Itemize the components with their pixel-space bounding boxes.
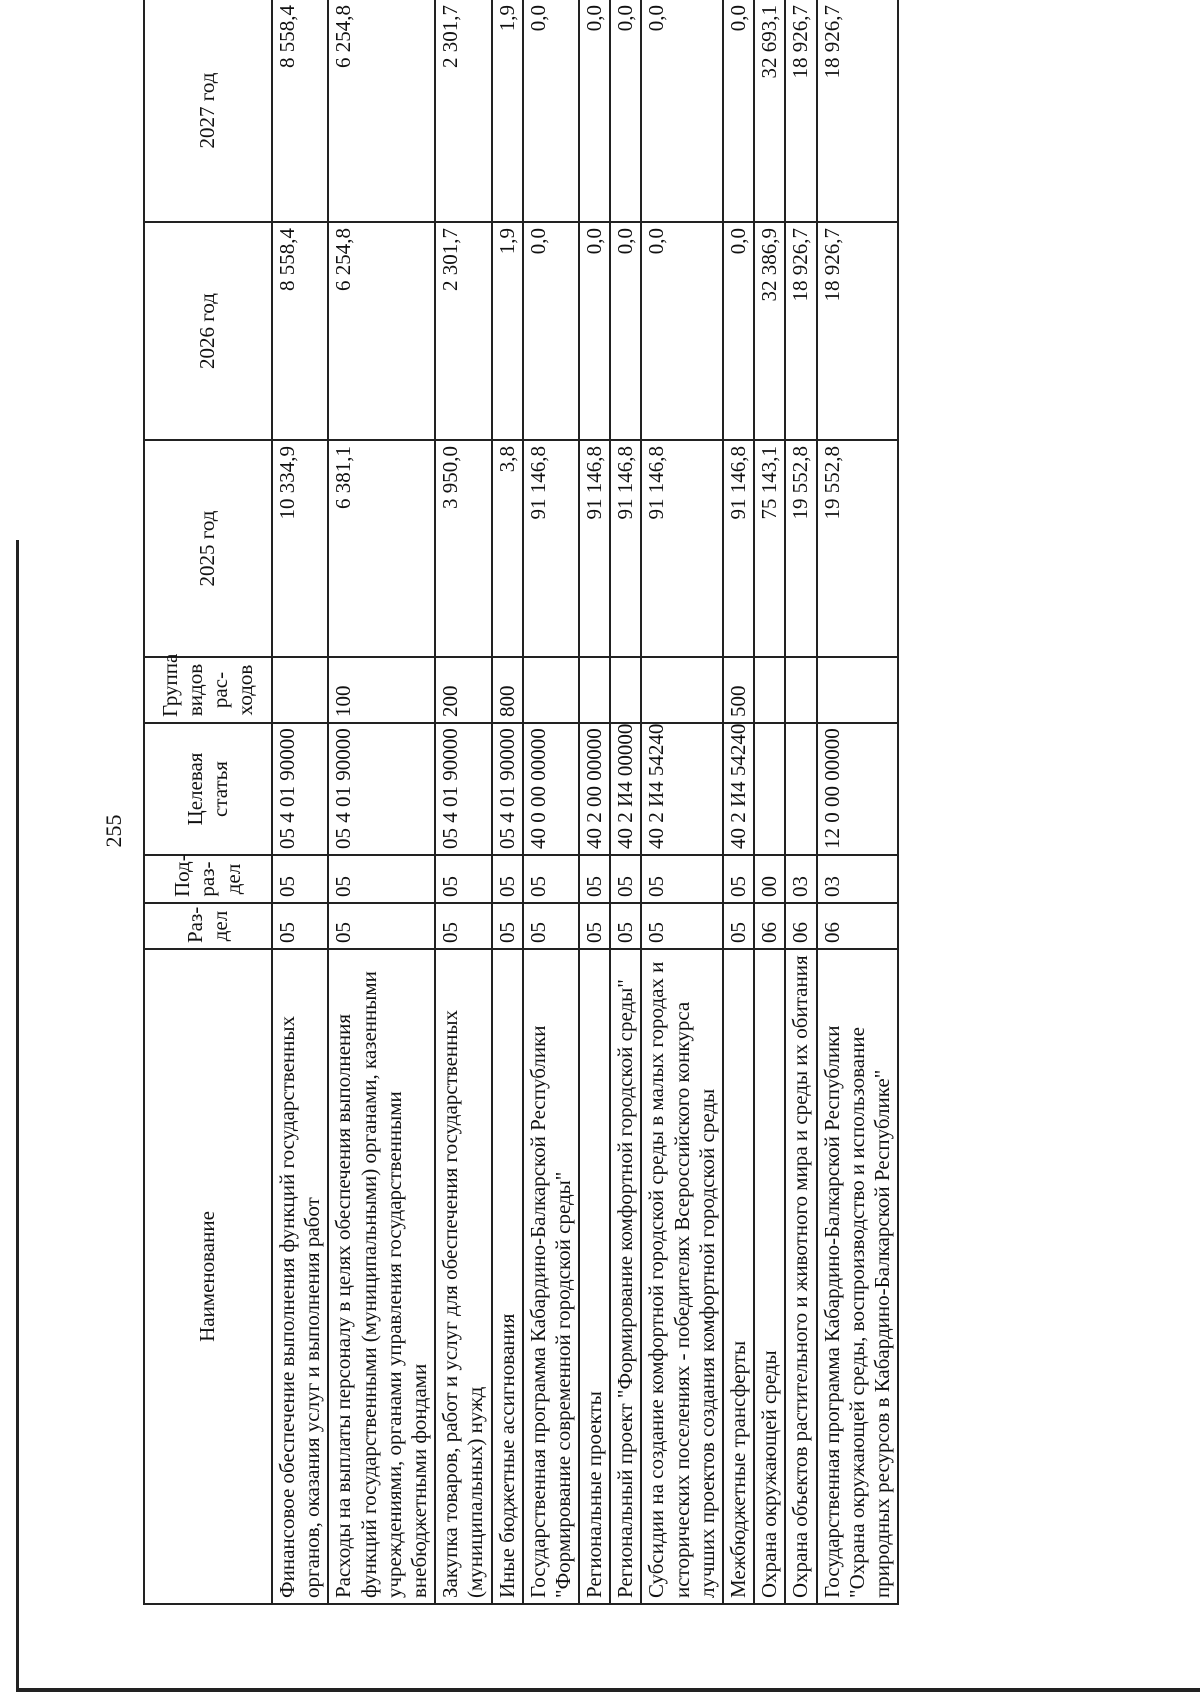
cell-target-article: 05 4 01 90000 (328, 723, 435, 855)
table-row (328, 0, 435, 1604)
cell-2027: 0,0 (641, 0, 723, 222)
cell-target-article: 12 0 00 00000 (817, 723, 899, 855)
cell-name: Финансовое обеспечение выполнения функций государственных органов, оказания услуг и выполнения работ (272, 949, 328, 1604)
cell-expense-group (579, 657, 610, 723)
cell-2026: 1,9 (492, 222, 523, 440)
header-expense-group: Группа видов рас-ходов (144, 657, 272, 723)
cell-2026: 18 926,7 (817, 222, 899, 440)
cell-2027: 0,0 (610, 0, 641, 222)
cell-2026: 18 926,7 (785, 222, 816, 440)
cell-2027: 8 558,4 (272, 0, 328, 222)
cell-target-article: 40 2 00 00000 (579, 723, 610, 855)
table-row (435, 0, 491, 1604)
header-row (144, 0, 272, 1604)
cell-2025: 91 146,8 (579, 440, 610, 657)
cell-expense-group: 500 (723, 657, 754, 723)
table-row (272, 0, 328, 1604)
cell-2025: 91 146,8 (523, 440, 579, 657)
cell-section: 06 (754, 903, 785, 949)
cell-2027: 1,9 (492, 0, 523, 222)
cell-subsection: 03 (817, 855, 899, 903)
page-number: 255 (101, 814, 126, 848)
cell-2026: 0,0 (723, 222, 754, 440)
header-2026: 2026 год (144, 222, 272, 440)
cell-2026: 0,0 (579, 222, 610, 440)
cell-expense-group: 200 (435, 657, 491, 723)
cell-target-article: 40 2 И4 54240 (723, 723, 754, 855)
cell-subsection: 03 (785, 855, 816, 903)
cell-subsection: 05 (492, 855, 523, 903)
cell-2027: 18 926,7 (785, 0, 816, 222)
cell-subsection: 05 (610, 855, 641, 903)
table-row (579, 0, 610, 1604)
cell-expense-group (754, 657, 785, 723)
cell-target-article: 05 4 01 90000 (435, 723, 491, 855)
table-row (754, 0, 785, 1604)
cell-2025: 6 381,1 (328, 440, 435, 657)
header-subsection: Под-раз-дел (144, 855, 272, 903)
cell-name: Расходы на выплаты персоналу в целях обеспечения выполнения функций государственными (муниципальными) органами, казенными учреждениями, органами управления государственными внебюджетными фондами (328, 949, 435, 1604)
cell-target-article: 05 4 01 90000 (492, 723, 523, 855)
cell-name: Государственная программа Кабардино-Балкарской Республики "Охрана окружающей среды, воспроизводство и использование природных ресурсов в Кабардино-Балкарской Республике" (817, 949, 899, 1604)
cell-section: 05 (723, 903, 754, 949)
cell-name: Региональный проект "Формирование комфортной городской среды" (610, 949, 641, 1604)
cell-expense-group: 800 (492, 657, 523, 723)
cell-name: Межбюджетные трансферты (723, 949, 754, 1604)
cell-section: 05 (641, 903, 723, 949)
cell-subsection: 05 (328, 855, 435, 903)
cell-expense-group: 100 (328, 657, 435, 723)
cell-2026: 0,0 (641, 222, 723, 440)
cell-2027: 32 693,1 (754, 0, 785, 222)
cell-2025: 91 146,8 (610, 440, 641, 657)
cell-name: Охрана окружающей среды (754, 949, 785, 1604)
cell-2027: 6 254,8 (328, 0, 435, 222)
header-2027: 2027 год (144, 0, 272, 222)
cell-name: Охрана объектов растительного и животного мира и среды их обитания (785, 949, 816, 1604)
cell-name: Иные бюджетные ассигнования (492, 949, 523, 1604)
cell-target-article: 40 2 И4 00000 (610, 723, 641, 855)
scan-left-border (16, 540, 19, 1690)
table-row (723, 0, 754, 1604)
budget-table (143, 0, 899, 1605)
cell-subsection: 05 (641, 855, 723, 903)
table-row (641, 0, 723, 1604)
cell-2027: 18 926,7 (817, 0, 899, 222)
cell-expense-group (610, 657, 641, 723)
cell-name: Закупка товаров, работ и услуг для обеспечения государственных (муниципальных) нужд (435, 949, 491, 1604)
cell-2026: 8 558,4 (272, 222, 328, 440)
cell-section: 05 (272, 903, 328, 949)
table-row (785, 0, 816, 1604)
cell-subsection: 05 (435, 855, 491, 903)
cell-name: Государственная программа Кабардино-Балкарской Республики "Формирование современной городской среды" (523, 949, 579, 1604)
cell-2025: 75 143,1 (754, 440, 785, 657)
cell-name: Региональные проекты (579, 949, 610, 1604)
cell-subsection: 05 (523, 855, 579, 903)
cell-expense-group (523, 657, 579, 723)
cell-name: Субсидии на создание комфортной городской среды в малых городах и исторических поселениях - победителях Всероссийского конкурса лучших проектов создания комфортной городской среды (641, 949, 723, 1604)
cell-section: 05 (579, 903, 610, 949)
header-name: Наименование (144, 949, 272, 1604)
cell-subsection: 05 (723, 855, 754, 903)
table-body (272, 0, 898, 1604)
cell-expense-group (785, 657, 816, 723)
cell-subsection: 05 (579, 855, 610, 903)
header-2025: 2025 год (144, 440, 272, 657)
cell-2026: 0,0 (610, 222, 641, 440)
cell-subsection: 05 (272, 855, 328, 903)
cell-2025: 3 950,0 (435, 440, 491, 657)
cell-section: 06 (817, 903, 899, 949)
cell-2027: 2 301,7 (435, 0, 491, 222)
cell-section: 05 (610, 903, 641, 949)
cell-section: 05 (492, 903, 523, 949)
header-target-article: Целевая статья (144, 723, 272, 855)
cell-section: 06 (785, 903, 816, 949)
cell-2025: 91 146,8 (723, 440, 754, 657)
cell-2025: 3,8 (492, 440, 523, 657)
table-row (523, 0, 579, 1604)
cell-2025: 10 334,9 (272, 440, 328, 657)
cell-2027: 0,0 (523, 0, 579, 222)
cell-section: 05 (328, 903, 435, 949)
cell-section: 05 (435, 903, 491, 949)
cell-expense-group (817, 657, 899, 723)
table-row (817, 0, 899, 1604)
scan-bottom-border (16, 1688, 1200, 1692)
cell-2026: 0,0 (523, 222, 579, 440)
table-row (492, 0, 523, 1604)
cell-target-article (785, 723, 816, 855)
cell-target-article: 05 4 01 90000 (272, 723, 328, 855)
cell-expense-group (641, 657, 723, 723)
cell-2026: 2 301,7 (435, 222, 491, 440)
rotated-table-container (143, 0, 1171, 1605)
cell-2025: 19 552,8 (785, 440, 816, 657)
header-section: Раз-дел (144, 903, 272, 949)
cell-2025: 91 146,8 (641, 440, 723, 657)
cell-expense-group (272, 657, 328, 723)
cell-2027: 0,0 (723, 0, 754, 222)
cell-target-article: 40 0 00 00000 (523, 723, 579, 855)
table-row (610, 0, 641, 1604)
table-header (144, 0, 272, 1604)
cell-subsection: 00 (754, 855, 785, 903)
cell-2027: 0,0 (579, 0, 610, 222)
cell-2026: 6 254,8 (328, 222, 435, 440)
cell-target-article (754, 723, 785, 855)
cell-2026: 32 386,9 (754, 222, 785, 440)
cell-target-article: 40 2 И4 54240 (641, 723, 723, 855)
cell-section: 05 (523, 903, 579, 949)
cell-2025: 19 552,8 (817, 440, 899, 657)
